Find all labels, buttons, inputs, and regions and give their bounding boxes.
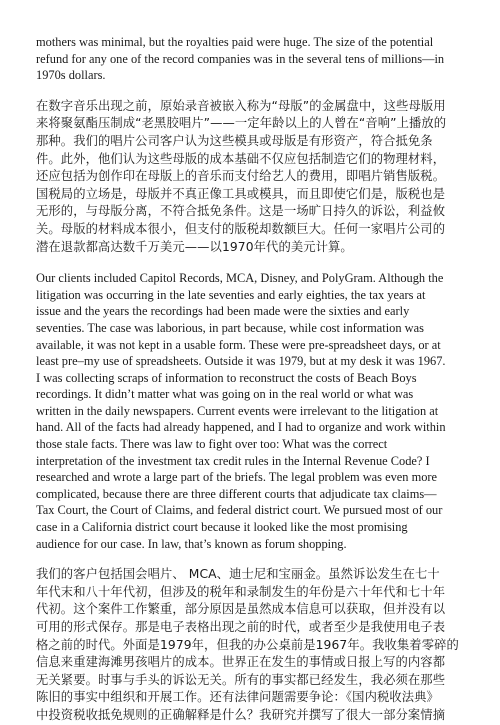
text-line: 件。此外，他们认为这些母版的成本基础不仅应包括制造它们的物理材料，	[36, 151, 446, 166]
text-line: 可用的形式保存。那是电子表格出现之前的时代，或者至少是我使用电子表	[36, 620, 446, 634]
text-line: least pre–my use of spreadsheets. Outside it was 1979, but at my desk it was 1967.	[36, 354, 446, 369]
text-line: 我们的客户包括国会唱片、 MCA、迪士尼和宝丽金。虽然诉讼发生在七十	[36, 567, 440, 582]
text-line: 无关紧要。时事与手头的诉讼无关。所有的事实都已经发生，我必须在那些	[36, 672, 446, 687]
text-line: 年代末和八十年代初，但涉及的税年和录制发生的年份是六十年代和七十年	[36, 584, 446, 599]
text-line: litigation was occurring in the late seventies and early eighties, the tax years at	[36, 287, 426, 302]
text-line: case in a California district court because it looked like the most promising	[36, 520, 408, 535]
text-line: 还应包括为创作印在母版上的音乐而支付给艺人的费用，即唱片销售版税。	[36, 169, 446, 184]
text-line: hand. All of the facts had already happened, and I had to organize and work within	[36, 420, 446, 435]
paragraph-zh	[36, 566, 464, 724]
paragraph-zh	[36, 98, 464, 256]
text-line: 1970s dollars.	[36, 68, 106, 83]
text-line: interpretation of the investment tax credit rules in the Internal Revenue Code? I	[36, 453, 430, 468]
text-line: 潜在退款都高达数千万美元——以1970年代的美元计算。	[36, 239, 353, 254]
text-line: 中投资税收抵免规则的正确解释是什么？我研究并撰写了很大一部分案情摘	[36, 707, 446, 722]
paragraph-en	[36, 270, 464, 552]
text-line: 代初。这个案件工作繁重，部分原因是虽然成本信息可以获取，但并没有以	[36, 602, 446, 617]
text-line: 无形的，与母版分离，不符合抵免条件。这是一场旷日持久的诉讼，利益攸	[36, 204, 446, 219]
text-line: researched and wrote a large part of the briefs. The legal problem was even more	[36, 470, 438, 485]
text-line: those stale facts. There was law to fight over too: What was the correct	[36, 437, 388, 452]
text-line: 国税局的立场是，母版并不真正像工具或模具，而且即使它们是，版税也是	[36, 186, 446, 201]
text-line: seventies. The case was laborious, in part because, while cost information was	[36, 320, 424, 335]
text-line: refund for any one of the record companies was in the several tens of millions—in	[36, 51, 445, 66]
text-line: 关。母版的材料成本很小，但支付的版税却数额巨大。任何一家唱片公司的	[36, 221, 446, 236]
text-line: I was collecting scraps of information to reconstruct the costs of Beach Boys	[36, 370, 417, 385]
text-line: issue and the years the recordings had been made were the sixties and early	[36, 304, 410, 319]
text-line: recordings. It didn’t matter what was going on in the real world or what was	[36, 387, 414, 402]
text-line: available, it was not kept in a usable form. These were pre-spreadsheet days, or at	[36, 337, 441, 352]
text-line: Our clients included Capitol Records, MCA, Disney, and PolyGram. Although the	[36, 271, 444, 286]
text-line: complicated, because there are three different courts that adjudicate tax claims—	[36, 486, 437, 501]
text-line: Tax Court, the Court of Claims, and federal district court. We pursued most of our	[36, 503, 443, 518]
text-line: written in the daily newspapers. Current events were irrelevant to the litigation at	[36, 403, 439, 418]
text-line: audience for our case. In law, that’s known as forum shopping.	[36, 536, 347, 551]
paragraph-en	[36, 34, 464, 84]
text-line: 陈旧的事实中组织和开展工作。还有法律问题需要争论：《国内税收法典》	[36, 690, 439, 705]
text-line: mothers was minimal, but the royalties paid were huge. The size of the potential	[36, 35, 434, 49]
text-line: 格之前的时代。外面是1979年，但我的办公桌前是1967年。我收集着零碎的	[36, 637, 459, 652]
text-line: 在数字音乐出现之前，原始录音被嵌入称为“母版”的金属盘中，这些母版用	[36, 98, 446, 113]
text-line: 来将聚氨酯压制成“老黑胶唱片”——一定年龄以上的人曾在“音响”上播放的	[36, 116, 447, 131]
text-line: 那种。我们的唱片公司客户认为这些模具或母版是有形资产，符合抵免条	[36, 133, 433, 148]
text-line: 信息来重建海滩男孩唱片的成本。世界正在发生的事情或日报上写的内容都	[36, 655, 446, 670]
